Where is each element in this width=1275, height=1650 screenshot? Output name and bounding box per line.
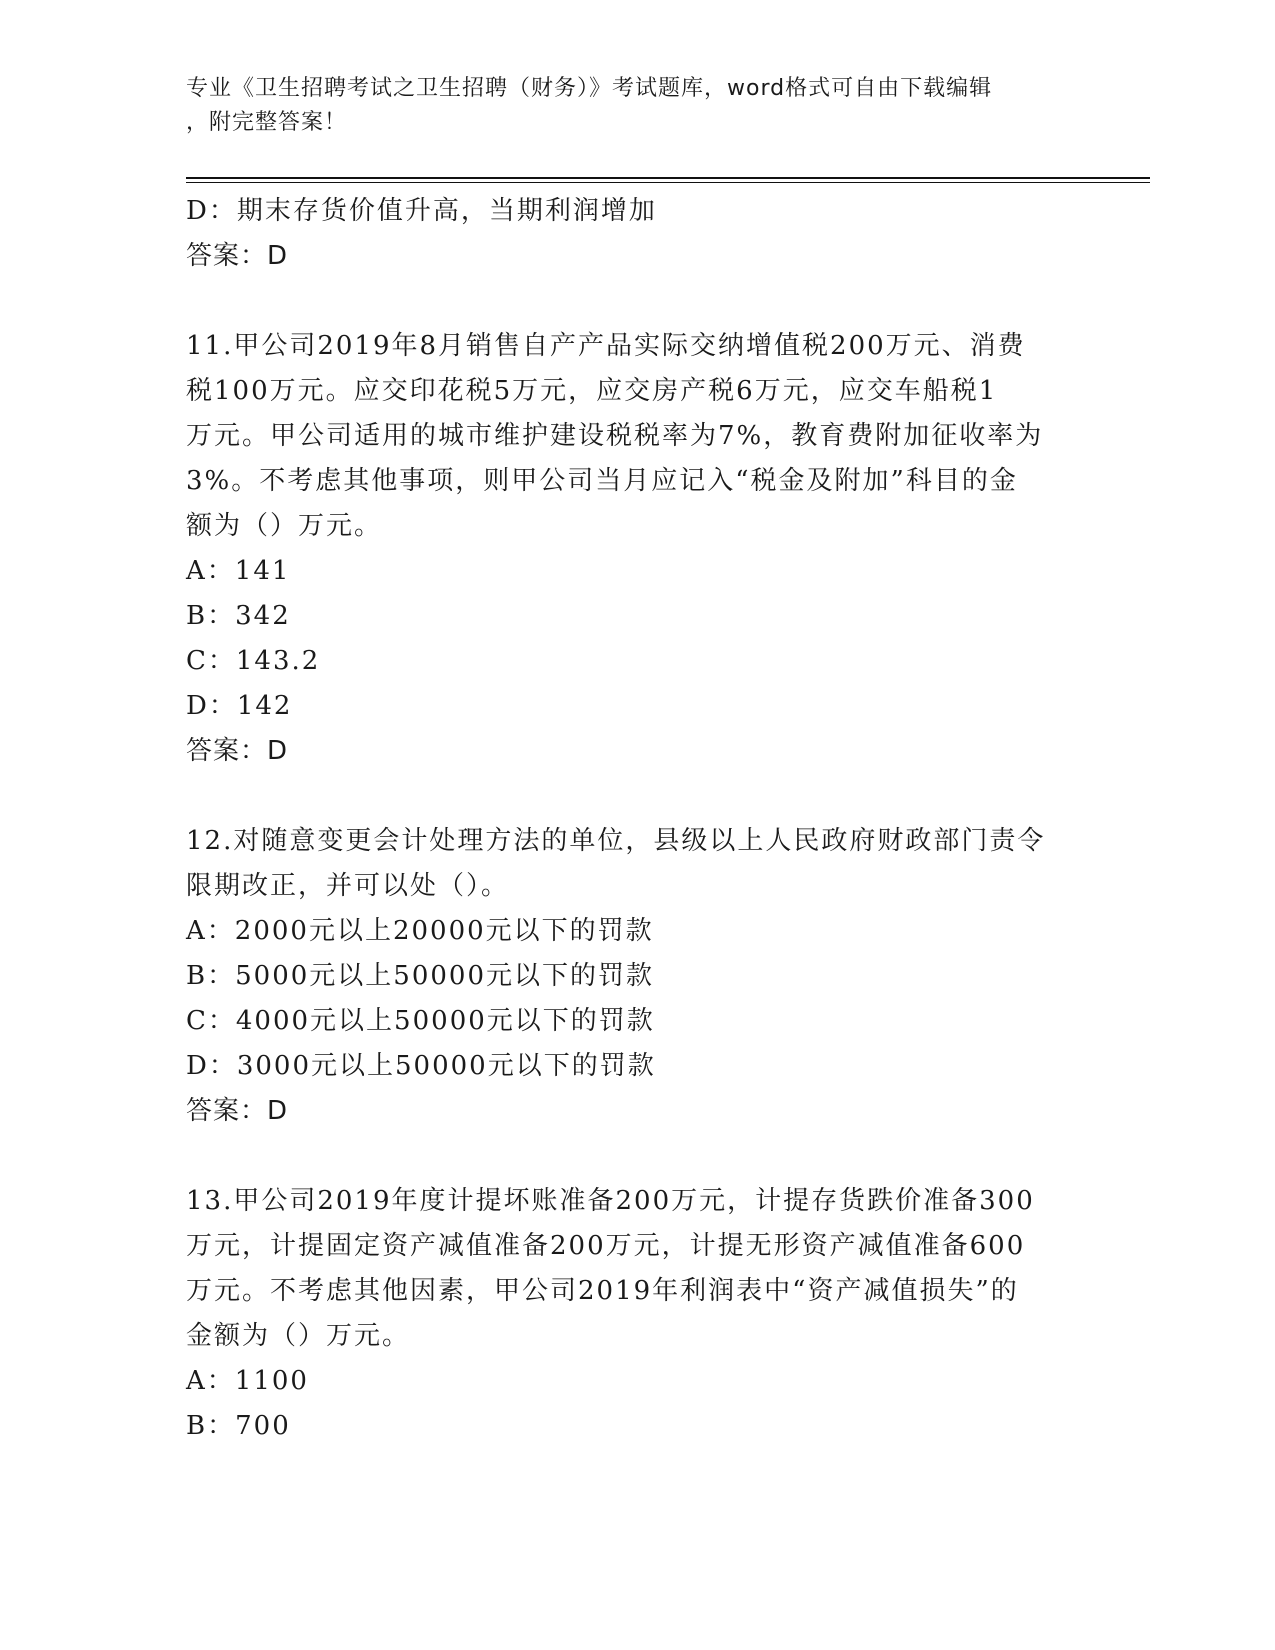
option-c: C：4000元以上50000元以下的罚款 [186, 1006, 655, 1036]
question-text-line: 万元。甲公司适用的城市维护建设税税率为7%，教育费附加征收率为 [186, 421, 1044, 451]
question-text-line: 11.甲公司2019年8月销售自产产品实际交纳增值税200万元、消费 [186, 331, 1026, 361]
option-d: D：142 [186, 691, 293, 721]
document-header [186, 72, 1066, 140]
header-line-2: ，附完整答案！ [186, 110, 348, 135]
spacer [186, 279, 1086, 324]
option-d: D：3000元以上50000元以下的罚款 [186, 1051, 656, 1081]
option-b: B：700 [186, 1411, 291, 1441]
spacer [186, 1134, 1086, 1179]
spacer [186, 774, 1086, 819]
question-text-line: 万元，计提固定资产减值准备200万元，计提无形资产减值准备600 [186, 1231, 1026, 1261]
option-b: B：5000元以上50000元以下的罚款 [186, 961, 654, 991]
question-13 [186, 1179, 1086, 1449]
document-body [186, 189, 1086, 1449]
option-b: B：342 [186, 601, 291, 631]
answer: 答案：D [186, 736, 289, 766]
option-c: C：143.2 [186, 646, 321, 676]
question-text-line: 12.对随意变更会计处理方法的单位，县级以上人民政府财政部门责令 [186, 826, 1046, 856]
option-a: A：2000元以上20000元以下的罚款 [186, 916, 654, 946]
option-a: A：1100 [186, 1366, 309, 1396]
question-text-line: 限期改正，并可以处（）。 [186, 871, 510, 901]
option-a: A：141 [186, 556, 291, 586]
prev-option-d: D：期末存货价值升高，当期利润增加 [186, 196, 657, 226]
header-line-1: 专业《卫生招聘考试之卫生招聘（财务）》考试题库，word格式可自由下载编辑 [186, 76, 993, 101]
header-rule-thick [186, 177, 1150, 179]
prev-answer: 答案：D [186, 241, 289, 271]
question-text-line: 13.甲公司2019年度计提坏账准备200万元，计提存货跌价准备300 [186, 1186, 1035, 1216]
question-text-line: 额为（）万元。 [186, 511, 383, 541]
question-12 [186, 819, 1086, 1134]
question-11 [186, 324, 1086, 774]
answer: 答案：D [186, 1096, 289, 1126]
question-text-line: 3%。不考虑其他事项，则甲公司当月应记入“税金及附加”科目的金 [186, 466, 1018, 496]
question-text-line: 金额为（）万元。 [186, 1321, 411, 1351]
header-rule-thin [186, 182, 1150, 183]
question-text-line: 税100万元。应交印花税5万元，应交房产税6万元，应交车船税1 [186, 376, 998, 406]
question-text-line: 万元。不考虑其他因素，甲公司2019年利润表中“资产减值损失”的 [186, 1276, 1019, 1306]
